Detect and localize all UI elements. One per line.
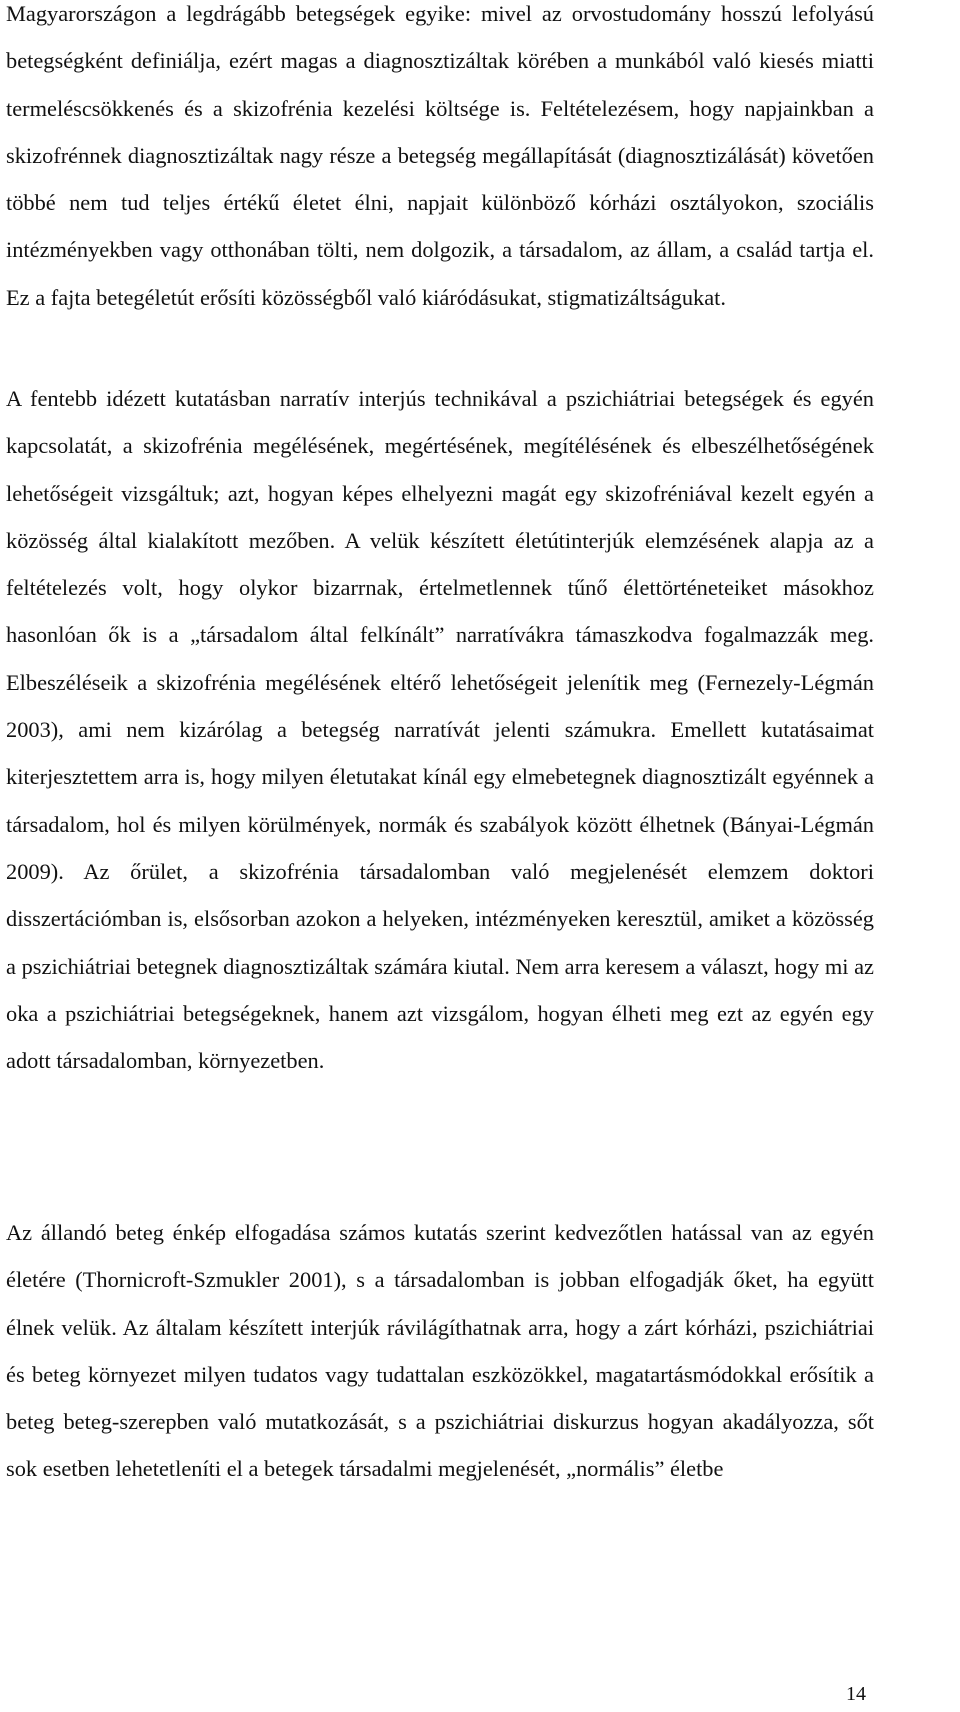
paragraph-1: Magyarországon a legdrágább betegségek egyike: mivel az orvostudomány hosszú lefolyású betegségként definiálja, ezért magas a diagnosztizáltak körében a munkából való kiesés miatti termeléscsökkenés és a skizofrénia kezelési költsége is. Feltételezésem, hogy napjainkban a skizofrénnek diagnosztizáltak nagy része a betegség megállapítását (diagnosztizálását) követően többé nem tud teljes értékű életet élni, napjait különböző kórházi osztályokon, szociális intézményekben vagy otthonában tölti, nem dolgozik, a társadalom, az állam, a család tartja el. Ez a fajta betegéletút erősíti közösségből való kiáródásukat, stigmatizáltságukat.: [6, 1, 874, 310]
paragraph-3: Az állandó beteg énkép elfogadása számos kutatás szerint kedvezőtlen hatással van az egyén életére (Thornicroft-Szmukler 2001), s a társadalomban is jobban elfogadják őket, ha együtt élnek velük. Az általam készített interjúk rávilágíthatnak arra, hogy a zárt kórházi, pszichiátriai és beteg környezet milyen tudatos vagy tudattalan eszközökkel, magatartásmódokkal erősítik a beteg beteg-szerepben való mutatkozását, s a pszichiátriai diskurzus hogyan akadályozza, sőt sok esetben lehetetleníti el a betegek társadalmi megjelenését, „normális” életbe: [6, 1220, 874, 1482]
paragraph-2: A fentebb idézett kutatásban narratív interjús technikával a pszichiátriai betegségek és egyén kapcsolatát, a skizofrénia megélésének, megértésének, megítélésének és elbeszélhetőségének lehetőségeit vizsgáltuk; azt, hogyan képes elhelyezni magát egy skizofréniával kezelt egyén a közösség által kialakított mezőben. A velük készített életútinterjúk elemzésének alapja az a feltételezés volt, hogy olykor bizarrnak, értelmetlennek tűnő élettörténeteiket másokhoz hasonlóan ők is a „társadalom által felkínált” narratívákra támaszkodva fogalmazzák meg. Elbeszéléseik a skizofrénia megélésének eltérő lehetőségeit jelenítik meg (Fernezely-Légmán 2003), ami nem kizárólag a betegség narratívát jelenti számukra. Emellett kutatásaimat kiterjesztettem arra is, hogy milyen életutakat kínál egy elmebetegnek diagnosztizált egyénnek a társadalom, hol és milyen körülmények, normák és szabályok között élhetnek (Bányai-Légmán 2009). Az őrület, a skizofrénia társadalomban való megjelenését elemzem doktori disszertációmban is, elsősorban azokon a helyeken, intézményeken keresztül, amiket a közösség a pszichiátriai betegnek diagnosztizáltak számára kiutal. Nem arra keresem a választ, hogy mi az oka a pszichiátriai betegségeknek, hanem azt vizsgálom, hogyan élheti meg ezt az egyén egy adott társadalomban, környezetben.: [6, 386, 874, 1074]
page-number: 14: [846, 1683, 866, 1705]
